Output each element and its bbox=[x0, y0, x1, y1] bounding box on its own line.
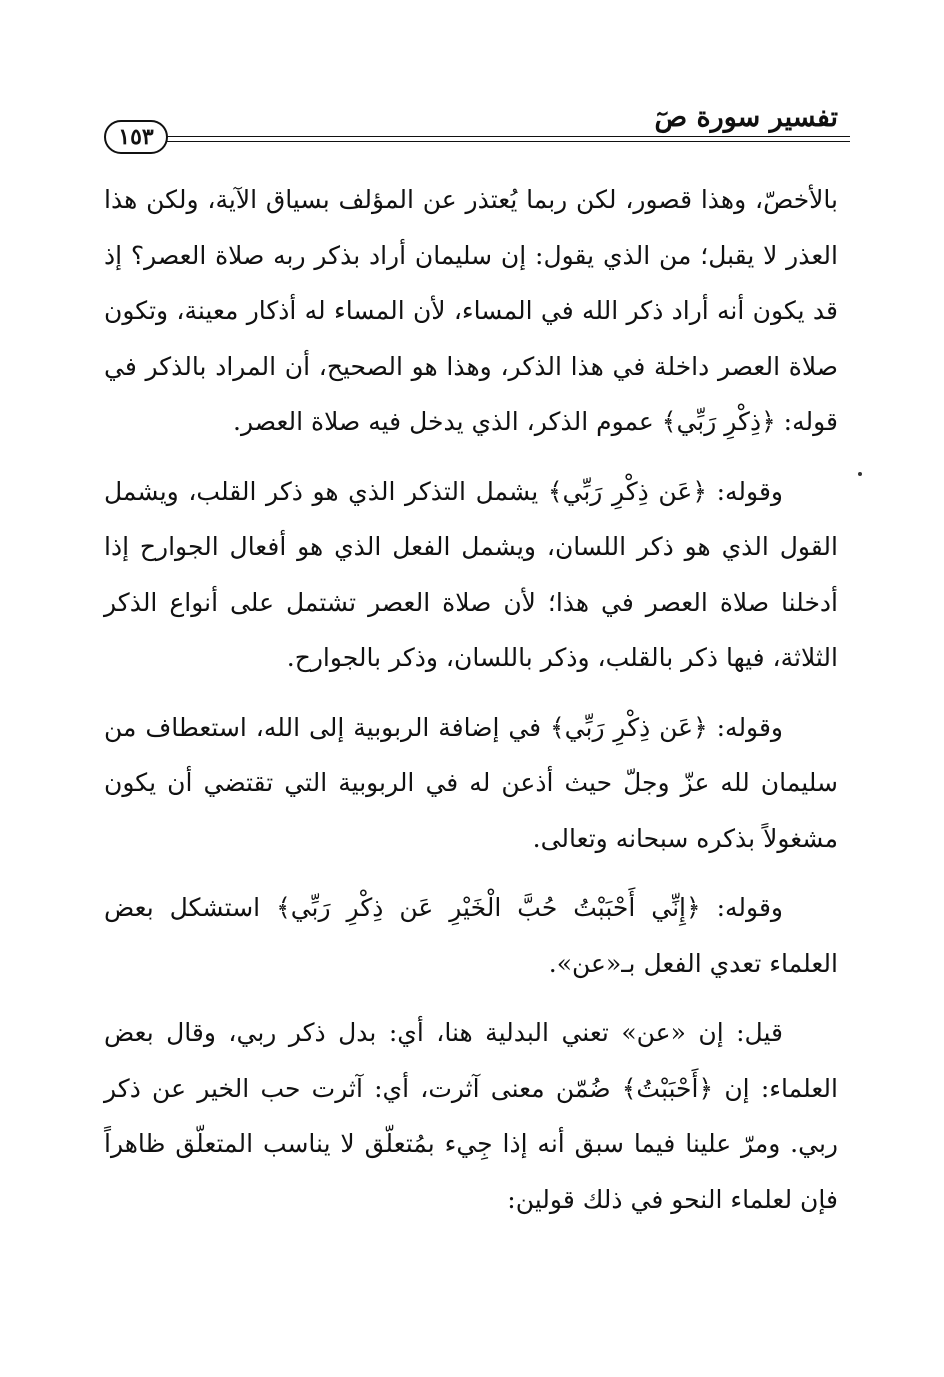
paragraph-2: وقوله: ﴿عَن ذِكْرِ رَبِّي﴾ يشمل التذكر الذي هو ذكر القلب، ويشمل القول الذي هو ذكر اللسان، ويشمل الفعل الذي هو أفعال الجوارح إذا أدخلنا صلاة العصر في هذا؛ لأن صلاة العصر تشتمل على أنواع الذكر الثلاثة، فيها ذكر بالقلب، وذكر باللسان، وذكر بالجوارح. bbox=[104, 476, 838, 672]
page-number: ١٥٣ bbox=[104, 120, 168, 154]
running-title: تفسير سورة صٓ bbox=[654, 102, 838, 133]
margin-mark bbox=[858, 472, 862, 476]
page-body bbox=[104, 172, 838, 1241]
paragraph-4: وقوله: ﴿إِنِّي أَحْبَبْتُ حُبَّ الْخَيْرِ عَن ذِكْرِ رَبِّي﴾ استشكل بعض العلماء تعدي الفعل بـ«عن». bbox=[104, 893, 838, 978]
paragraph-3: وقوله: ﴿عَن ذِكْرِ رَبِّي﴾ في إضافة الربوبية إلى الله، استعطاف من سليمان لله عزّ وجلّ حيث أذعن له في الربوبية التي تقتضي أن يكون مشغولاً بذكره سبحانه وتعالى. bbox=[104, 712, 838, 853]
paragraph-1: بالأخصّ، وهذا قصور، لكن ربما يُعتذر عن المؤلف بسياق الآية، ولكن هذا العذر لا يقبل؛ من الذي يقول: إن سليمان أراد بذكر ربه صلاة العصر؟ إذ قد يكون أنه أراد ذكر الله في المساء، لأن المساء له أذكار معينة، وتكون صلاة العصر داخلة في هذا الذكر، وهذا هو الصحيح، أن المراد بالذكر في قوله: ﴿ذِكْرِ رَبِّي﴾ عموم الذكر، الذي يدخل فيه صلاة العصر. bbox=[104, 185, 838, 436]
header-rule bbox=[166, 136, 850, 142]
page-header bbox=[104, 96, 838, 156]
paragraph-5: قيل: إن «عن» تعني البدلية هنا، أي: بدل ذكر ربي، وقال بعض العلماء: إن ﴿أَحْبَبْتُ﴾ ضُمّن معنى آثرت، أي: آثرت حب الخير عن ذكر ربي. ومرّ علينا فيما سبق أنه إذا جِيء بمُتعلّق لا يناسب المتعلّق ظاهراً فإن لعلماء النحو في ذلك قولين: bbox=[104, 1018, 838, 1214]
